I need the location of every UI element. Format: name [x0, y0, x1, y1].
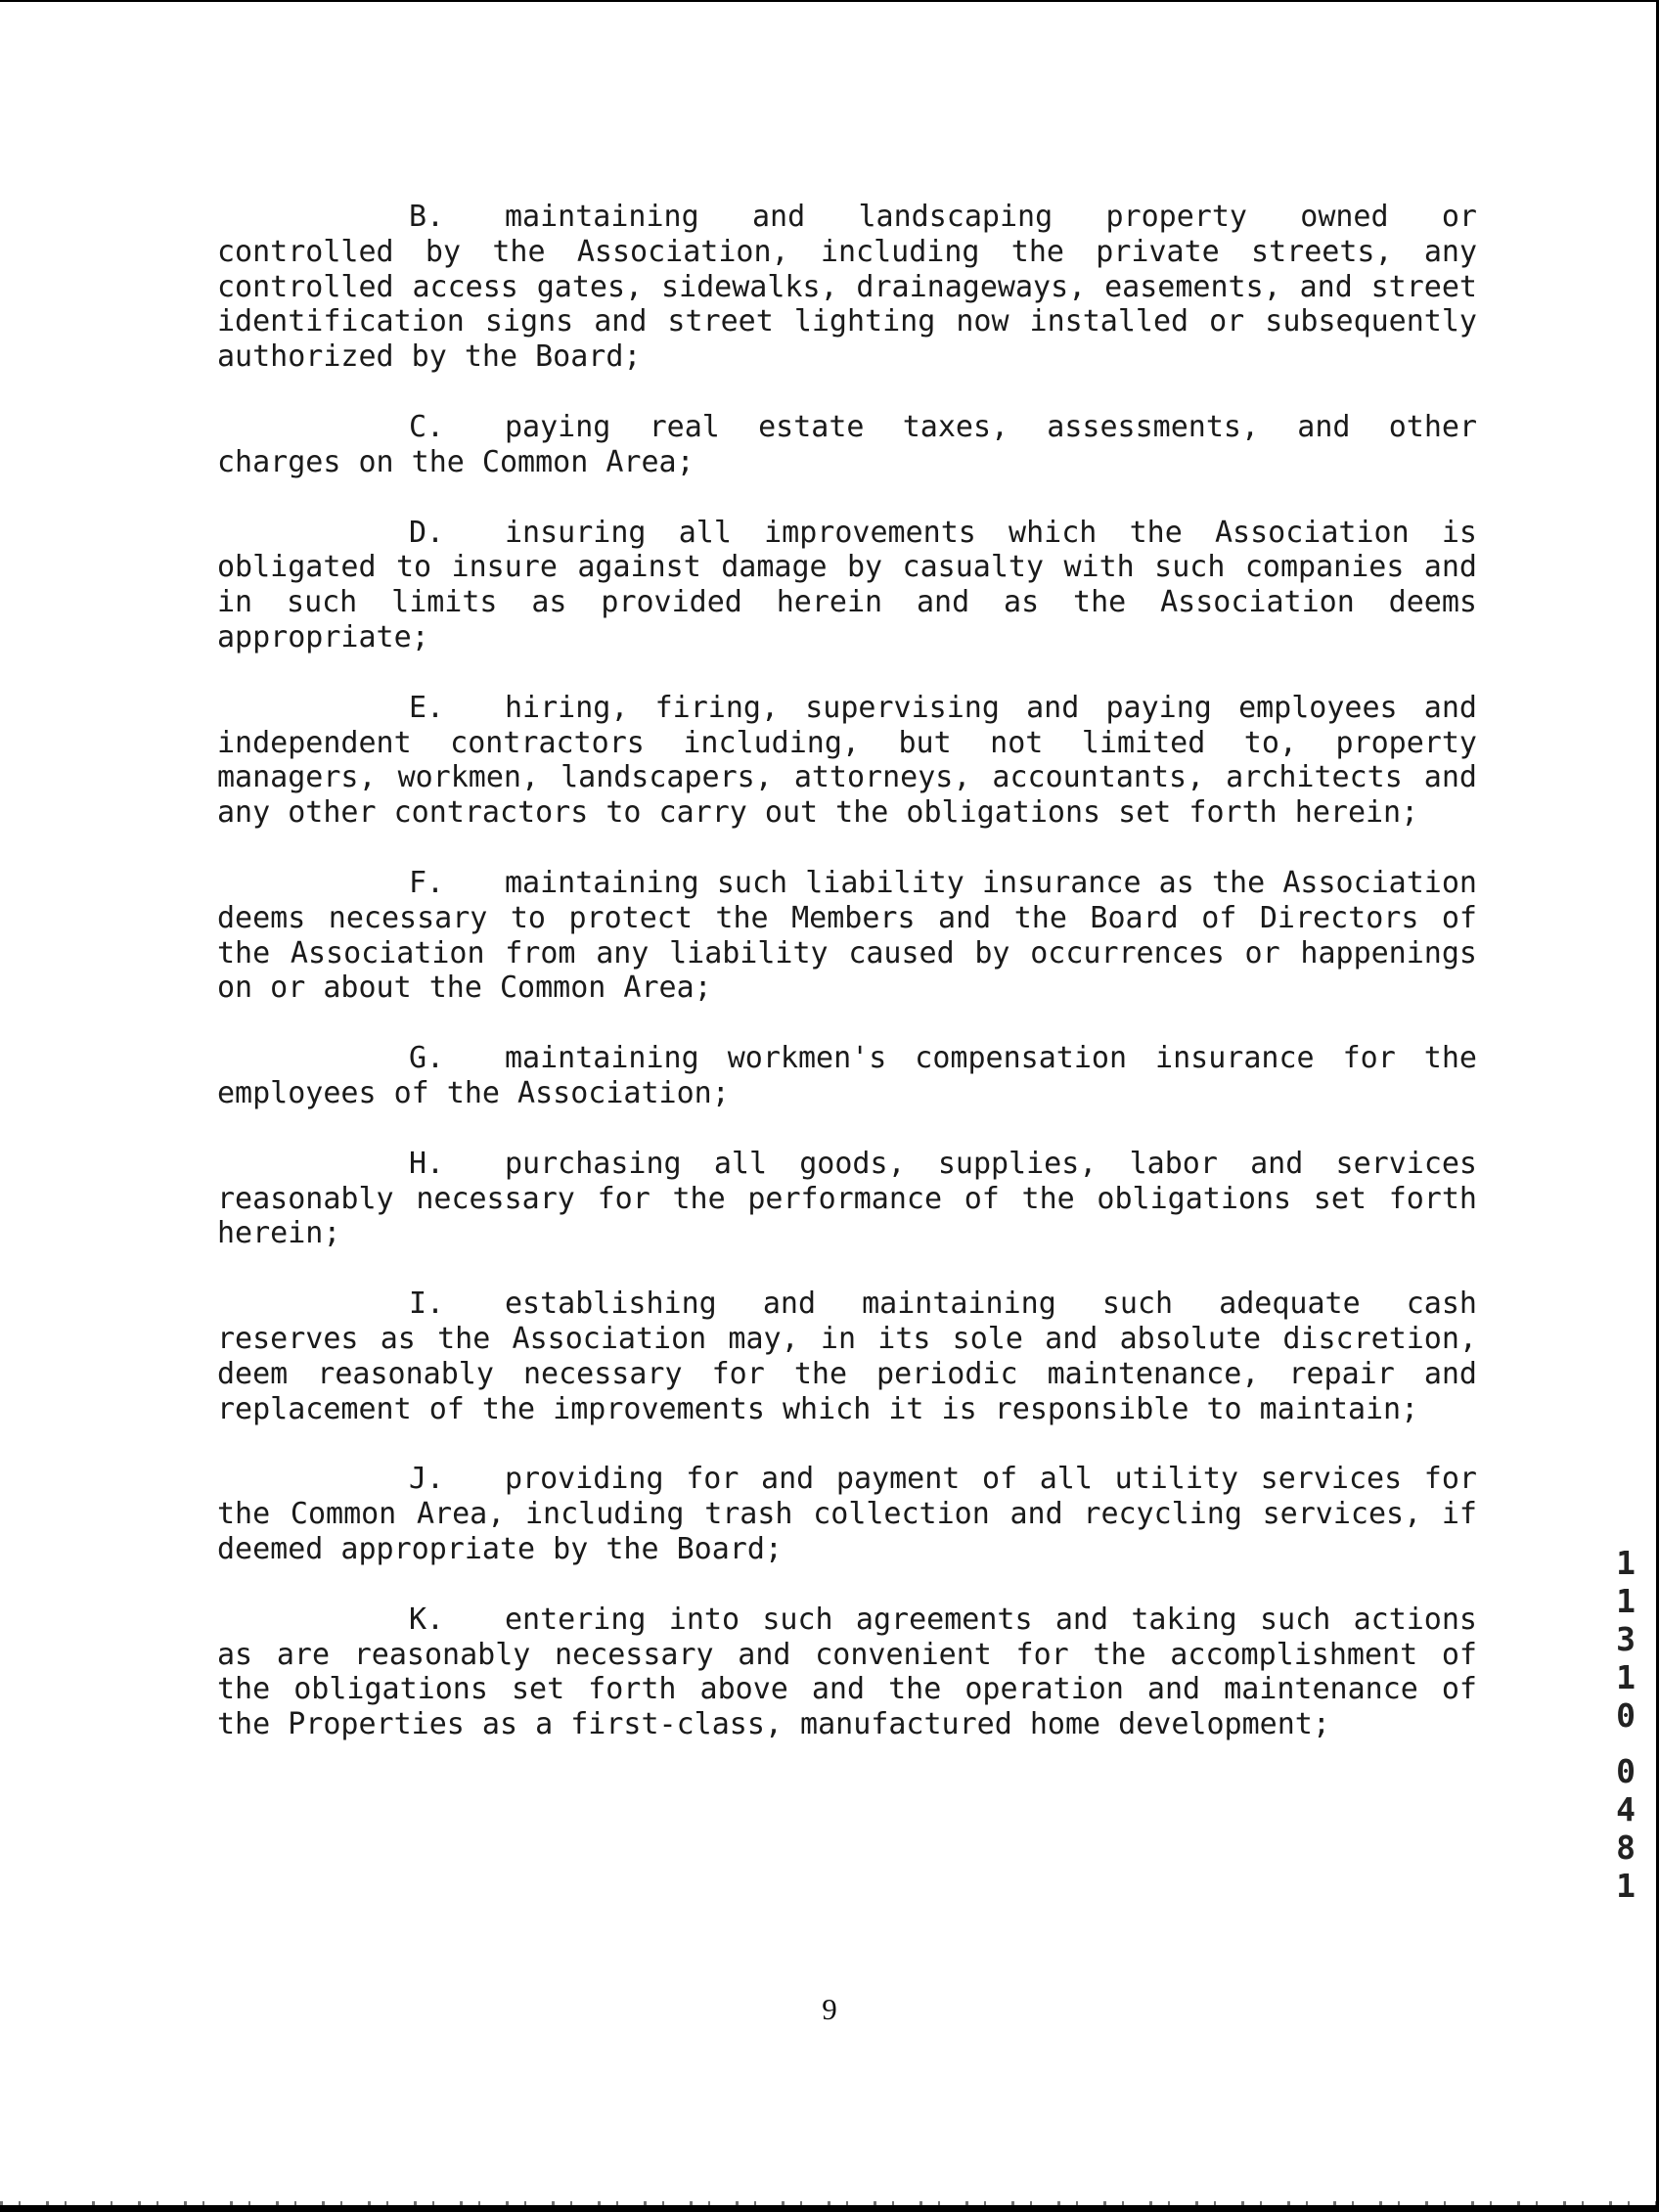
paragraph-label: C. — [409, 409, 445, 444]
paragraph-label: I. — [409, 1287, 445, 1322]
paragraph-e — [217, 691, 1477, 831]
paragraph-k — [217, 1603, 1477, 1742]
stamp-digit: 0 — [1616, 1696, 1636, 1735]
scan-border-top — [0, 0, 1659, 2]
paragraph-c — [217, 410, 1477, 480]
paragraph-label: D. — [409, 515, 445, 550]
paragraph-text: paying real estate taxes, assessments, and other charges on the Common Area; — [217, 409, 1477, 479]
stamp-digit: 1 — [1616, 1544, 1636, 1582]
paragraph-label: J. — [409, 1462, 445, 1497]
paragraph-h — [217, 1147, 1477, 1251]
paragraph-text: insuring all improvements which the Association is obligated to insure against damage by casualty with such companies and in such limits as provided herein and as the Association deems appropriate; — [217, 515, 1477, 655]
paragraph-label: F. — [409, 865, 445, 900]
paragraph-text: maintaining workmen's compensation insurance for the employees of the Association; — [217, 1041, 1477, 1110]
paragraph-text: establishing and maintaining such adequate cash reserves as the Association may, in its sole and absolute discretion, deem reasonably necessary for the periodic maintenance, repair and replacement of the improvements which it is responsible to maintain; — [217, 1287, 1477, 1426]
paragraph-j — [217, 1462, 1477, 1566]
document-body — [217, 200, 1477, 1778]
stamp-digit: 1 — [1616, 1658, 1636, 1696]
recording-stamp — [1612, 1544, 1639, 1905]
paragraph-label: G. — [409, 1041, 445, 1076]
paragraph-label: H. — [409, 1146, 445, 1181]
paragraph-i — [217, 1287, 1477, 1426]
stamp-digit: 3 — [1616, 1620, 1636, 1658]
paragraph-text: purchasing all goods, supplies, labor and services reasonably necessary for the performance of the obligations set forth herein; — [217, 1146, 1477, 1251]
paragraph-g — [217, 1041, 1477, 1111]
stamp-digit: 1 — [1616, 1867, 1636, 1905]
stamp-digit: 1 — [1616, 1582, 1636, 1620]
page-number: 9 — [822, 1992, 837, 2026]
paragraph-d — [217, 516, 1477, 655]
paragraph-label: K. — [409, 1602, 445, 1637]
paragraph-b — [217, 200, 1477, 375]
paragraph-label: B. — [409, 200, 445, 234]
scan-border-bottom — [0, 2205, 1659, 2212]
stamp-digit: 8 — [1616, 1828, 1636, 1867]
paragraph-text: providing for and payment of all utility services for the Common Area, including trash collection and recycling services, if deemed appropriate by the Board; — [217, 1462, 1477, 1566]
stamp-gap — [1612, 1735, 1639, 1752]
paragraph-text: maintaining and landscaping property owned or controlled by the Association, including the private streets, any controlled access gates, sidewalks, drainageways, easements, and street identification signs and street lighting now installed or subsequently authorized by the Board; — [217, 200, 1477, 375]
stamp-digit: 4 — [1616, 1790, 1636, 1828]
paragraph-text: maintaining such liability insurance as the Association deems necessary to protect the Members and the Board of Directors of the Association from any liability caused by occurrences or happenings on or about the Common Area; — [217, 865, 1477, 1006]
paragraph-label: E. — [409, 690, 445, 725]
paragraph-f — [217, 866, 1477, 1006]
stamp-digit: 0 — [1616, 1752, 1636, 1790]
paragraph-text: hiring, firing, supervising and paying employees and independent contractors including, but not limited to, property managers, workmen, landscapers, attorneys, accountants, architects and any other contractors to carry out the obligations set forth herein; — [217, 690, 1477, 831]
paragraph-text: entering into such agreements and taking such actions as are reasonably necessary and convenient for the accomplishment of the obligations set forth above and the operation and maintenance of the Properties as a first-class, manufactured home development; — [217, 1602, 1477, 1742]
